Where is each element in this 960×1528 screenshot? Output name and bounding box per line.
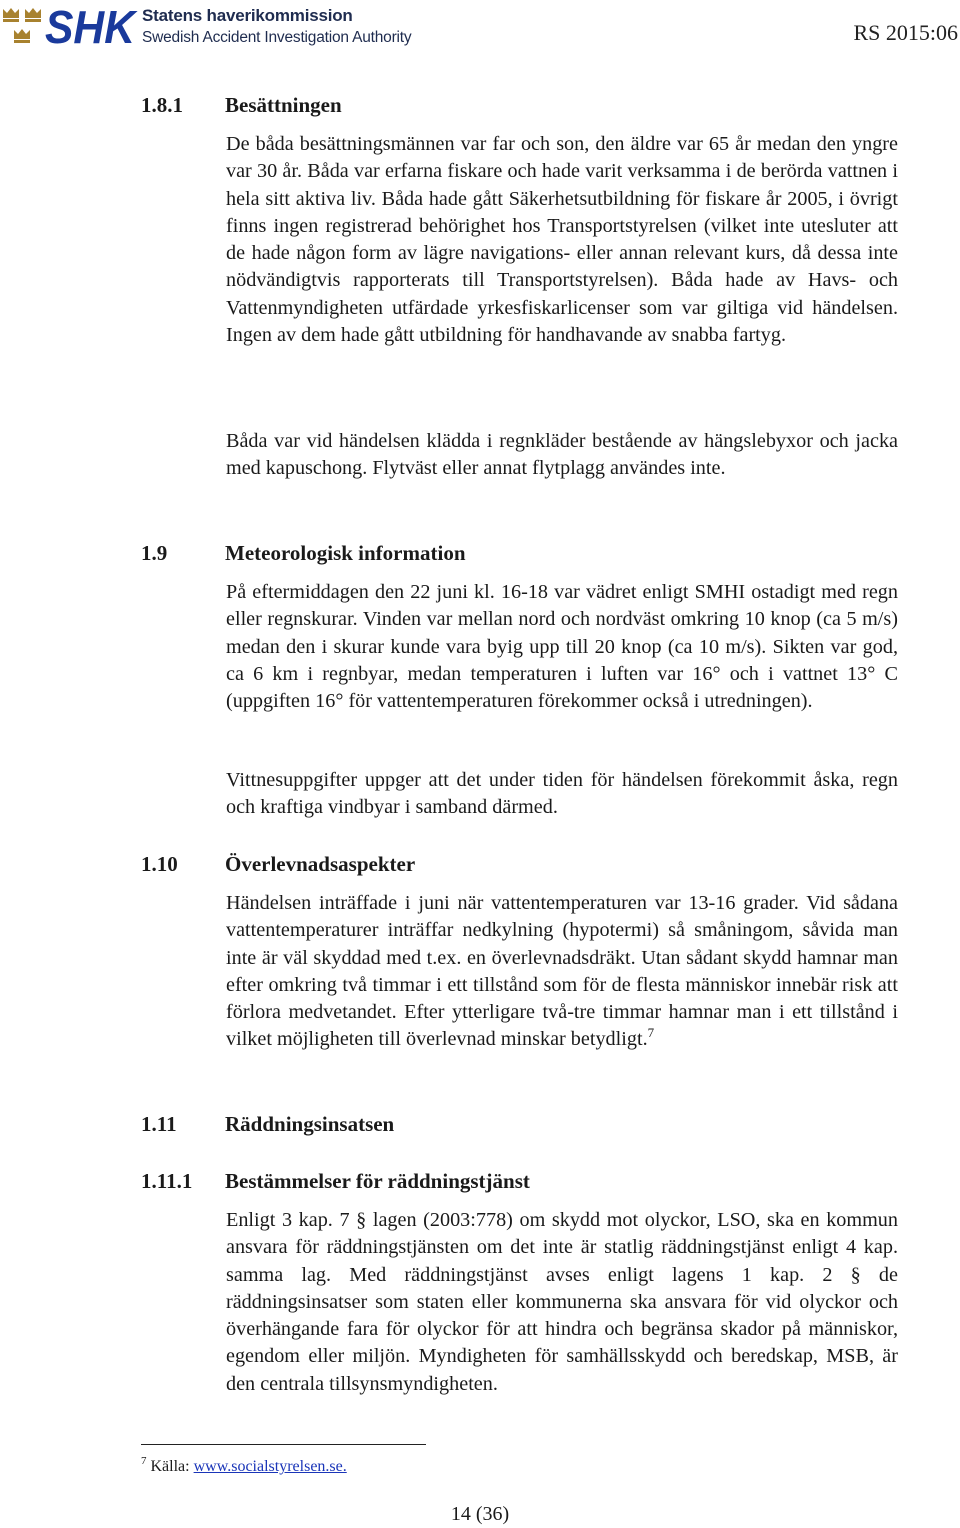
paragraph-survival [226, 890, 898, 1054]
section-title: Bestämmelser för räddningstjänst [225, 1169, 530, 1193]
shk-logo-icon [44, 5, 138, 47]
page-number: 14 (36) [450, 1503, 510, 1525]
footnote-text: Källa: [150, 1458, 194, 1475]
paragraph-crew-background: De båda besättningsmännen var far och son, den äldre var 65 år medan den yngre var 30 år. Båda var erfarna fiskare och hade varit verksamma i de berörda vattnen i hela sitt aktiva liv. Båda hade gått Säkerhetsutbildning för fiskare år 2005, i övrigt finns ingen registrerad behörighet hos Transportstyrelsen (vilket inte utesluter att de hade någon form av lägre navigations- eller annan relevant kurs, då dessa inte nödvändigtvis rapporterats till Transportstyrelsen). Båda hade av Havs- och Vattenmyndigheten utfärdade yrkesfiskarlicenser som var giltiga vid händelsen. Ingen av dem hade gått utbildning för handhavande av snabba fartyg. [226, 133, 898, 347]
footnote [141, 1455, 347, 1476]
section-number: 1.9 [141, 541, 168, 565]
page-header [0, 0, 960, 60]
section-number: 1.11.1 [141, 1169, 193, 1193]
org-name-swedish: Statens haverikommission [142, 6, 353, 25]
footnote-number: 7 [141, 1455, 147, 1467]
three-crowns-icon [2, 6, 44, 46]
section-heading-1-11 [141, 1112, 394, 1137]
section-number: 1.8.1 [141, 93, 183, 117]
report-id: RS 2015:06 [853, 20, 958, 45]
section-title: Överlevnadsaspekter [225, 852, 416, 876]
section-title: Besättningen [225, 93, 342, 117]
section-heading-1-11-1 [141, 1169, 530, 1194]
paragraph-weather: På eftermiddagen den 22 juni kl. 16-18 var vädret enligt SMHI ostadigt med regn eller regnskurar. Vinden var mellan nord och nordväst omkring 10 knop (ca 5 m/s) medan den i skurar kunde vara byig upp till 20 knop (ca 10 m/s). Sikten var god, ca 6 km i regnbyar, medan temperaturen i luften var 16° och i vattnet 13° C (uppgiften 16° för vattentemperaturen förekommer också i utredningen). [226, 581, 898, 713]
section-title: Räddningsinsatsen [225, 1112, 395, 1136]
section-title: Meteorologisk information [225, 541, 466, 565]
section-heading-1-10 [141, 852, 415, 877]
paragraph-witness-weather: Vittnesuppgifter uppger att det under tiden för händelsen förekommit åska, regn och kraftiga vindbyar i samband därmed. [226, 769, 898, 819]
paragraph-survival-text: Händelsen inträffade i juni när vattentemperaturen var 13-16 grader. Vid sådana vattentemperaturer inträffar nedkylning (hypotermi) så småningom, såvida man inte är väl skyddad med t.ex. en överlevnadsdräkt. Utan sådant skydd hamnar man efter omkring två timmar i ett tillstånd som för de flesta människor innebär risk att förlora medvetandet. Efter ytterligare två-tre timmar hamnar man i ett tillstånd i vilket möjligheten till överlevnad minskar betydligt. [226, 892, 898, 1051]
shk-logo-text: SHK [45, 5, 138, 47]
org-name-english: Swedish Accident Investigation Authority [142, 29, 412, 46]
paragraph-crew-clothing: Båda var vid händelsen klädda i regnkläder bestående av hängslebyxor och jacka med kapuschong. Flytväst eller annat flytplagg användes inte. [226, 430, 898, 480]
section-number: 1.10 [141, 852, 178, 876]
footnote-link[interactable]: www.socialstyrelsen.se. [193, 1458, 347, 1475]
section-heading-1-9 [141, 541, 466, 566]
section-number: 1.11 [141, 1112, 177, 1136]
footnote-divider [141, 1444, 426, 1445]
paragraph-rescue-regulations: Enligt 3 kap. 7 § lagen (2003:778) om skydd mot olyckor, LSO, ska en kommun ansvara för räddningstjänsten om det inte är statlig räddningstjänst enligt 4 kap. samma lag. Med räddningstjänst avses enligt lagens 1 kap. 2 § de räddningsinsatser som staten eller kommunerna ska ansvara för vid olyckor och överhängande fara för olyckor för att hindra och begränsa skador på människor, egendom eller miljön. Myndigheten för samhällsskydd och beredskap, MSB, är den centrala tillsynsmyndigheten. [226, 1209, 898, 1395]
section-heading-1-8-1 [141, 93, 342, 118]
footnote-reference[interactable]: 7 [647, 1025, 655, 1041]
